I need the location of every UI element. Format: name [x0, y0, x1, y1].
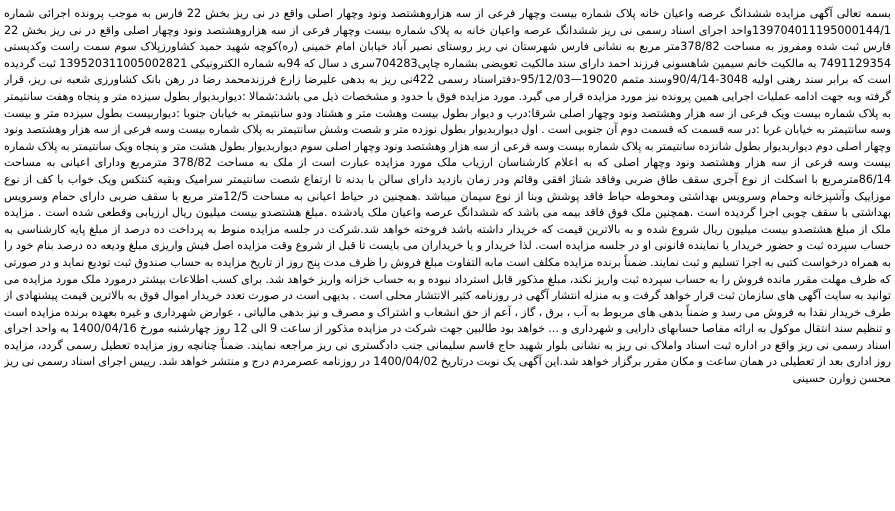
auction-notice [4, 6, 891, 506]
notice-text: بسمه تعالی آگهی مزایده ششدانگ عرصه واعیان خانه پلاک شماره بیست وچهار فرعی از سه هزاروهشتصد ونود وچهار اصلی واقع در نی ریز بخش 22 فارس به موجب پرونده اجرائی شماره 139704011195000144/1واحد اجرای اسناد رسمی نی ریز ششدانگ عرصه واعیان خانه به پلاک شماره بیست وچهار فرعی از سه هزاروهشتصد ونود وچهار اصلی واقع در نی ریز بخش 22 فارس ثبت شده ومفروز به مساحت 378/82متر مربع به نشانی فارس شهرستان نی ریز روستای نصیر آباد خیابان امام خمینی (ره)کوچه شهید حمید کشاورزپلاک سوم سمت راست وکدپستی 7491129354 به مالکیت خانم سیمین شاهسونی فرزند احمد دارای سند مالکیت تعویضی بشماره چاپی704283سری د سال که 94به شماره الکترونیکی 139520311005002821 ثبت گردیده است که برابر سند رهنی اولیه 3048-90/4/14وسند متمم 19020—95/12/03-دفتراسناد رسمی 422نی ریز به بدهی علیرضا زارع فرزندمحمد رضا در رهن بانک کشاورزی شعبه نی ریز، قرار گرفته وبه جهت ادامه عملیات اجرایی همین پرونده نیز مورد مزایده قرار می گیرد. مورد مزایده فوق با حدود و مشخصات ذیل می باشد:شمالا :دیواربدیوار بطول سیزده متر و پنجاه وهفت سانتیمتر به پلاک شماره بیست ویک فرعی از سه هزار وهشتصد ونود وچهار اصلی شرقا:درب و دیوار بطول بیست وهشت متر و هشتاد ودو سانتیمتر به خیابان جنوبا :دیواربیست بطول سیزده متر و بیست وسه سانتیمتر به خیابان غربا :در سه قسمت که قسمت دوم آن جنوبی است . اول دیواربدیوار بطول نوزده متر و شصت وشش سانتیمتر به پلاک شماره بیست وسه فرعی از سه هزار وهشتصد ونود وچهار اصلی دوم دیواربدیوار بطول شانزده سانتیمتر به پلاک شماره بیست وسه فرعی از سه هزار وهشتصد ونود وچهار اصلی سوم دیواربدیوار بطول هشت متر و پنجاه ویک سانتیمتر به پلاک شماره بیست وسه فرعی از سه هزار وهشتصد ونود وچهار اصلی که به اعلام کارشناسان ارزیاب ملک مورد مزایده عبارت است از ملک به مساحت 378/82 مترمربع ودارای اعیانی به مساحت 86/14مترمربع با اسکلت از نوع آجری سقف طاق ضربی وفاقد شناژ افقی وقائم ودر زمان بازدید دارای سالن با بدنه تا ارتفاع شصت سانتیمتر سرامیک وبقیه کنتکس ویک خواب با کف از نوع موزاییک وآشپزخانه وحمام وسرویس بهداشتی ومحوطه حیاط فاقد پوشش وبنا از نوع سیمان میباشد .همچنین در حیاط اعیانی به مساحت 12/5متر مربع با سقف ضربی دارای حمام وسرویس بهداشتی با سقف چوبی اجرا گردیده است .همچنین ملک فوق فاقد بیمه می باشد که ششدانگ عرصه واعیان ملک یادشده .مبلغ هشتصدو بیست میلیون ریال ارزیابی وقطعی شده است . مزایده ملک از مبلغ هشتصدو بیست میلیون ریال شروع شده و به بالاترین قیمت که خریدار داشته باشد فروخته خواهد شد.شرکت در جلسه مزایده منوط به پرداخت ده درصد از مبلغ پایه کارشناسی به حساب سپرده ثبت و حضور خریدار یا نماینده قانونی او در جلسه مزایده است. لذا خریدار و یا خریداران می بایست تا قبل از شروع وقت مزایده اصل فیش واریزی مبلغ ودیعه ده درصد بنام خود را به همراه درخواست کتبی به اجرا تسلیم و ثبت نمایند. ضمناً برنده مزایده مکلف است مابه التفاوت مبلغ فروش را ظرف مدت پنج روز از تاریخ مزایده به حساب صندوق ثبت تودیع نماید و در صورتی که ظرف مهلت مقرر مانده فروش را به حساب سپرده ثبت واریز نکند، مبلغ مذکور قابل استرداد نبوده و به حساب خزانه واریز خواهد شد. برای کسب اطلاعات بیشتر درمورد ملک مورد مزایده می توانید به سایت آگهی های سازمان ثبت قرار خواهد گرفت و به منزله انتشار آگهی در روزنامه کثیر الانتشار محلی است . بدیهی است در صورت تعدد خریدار اموال فوق به بالاترین قیمت پیشنهادی از طرف خریدار نقدا به فروش می رسد و ضمناً بدهی های مربوط به آب ، برق ، گاز ، آعم از حق انشعاب و اشتراک و مصرف و نیز بدهی مالیاتی ، عوارض شهرداری و غیره بعهده برنده مزایده است و تنظیم سند انتقال موکول به ارائه مفاصا حسابهای دارایی و شهرداری و ... خواهد بود طالبین جهت شرکت در مزایده مذکور از ساعت 9 الی 12 روز چهارشنبه مورخ 1400/04/16 به واحد اجرای اسناد رسمی نی ریز واقع در اداره ثبت اسناد واملاک نی ریز به نشانی بلوار شهید حاج قاسم سلیمانی جنب دادگستری نی ریز مراجعه نمایند. ضمناً چنانچه روز مزایده تعطیل رسمی گردد، مزایده روز اداری بعد از تعطیلی در همان ساعت و مکان مقرر برگزار خواهد شد.این آگهی یک نوبت درتاریخ 1400/04/02 در روزنامه عصرمردم درج و منتشر خواهد شد. رییس اجرای اسناد رسمی نی ریز محسن زوارن حسینی [4, 7, 891, 386]
